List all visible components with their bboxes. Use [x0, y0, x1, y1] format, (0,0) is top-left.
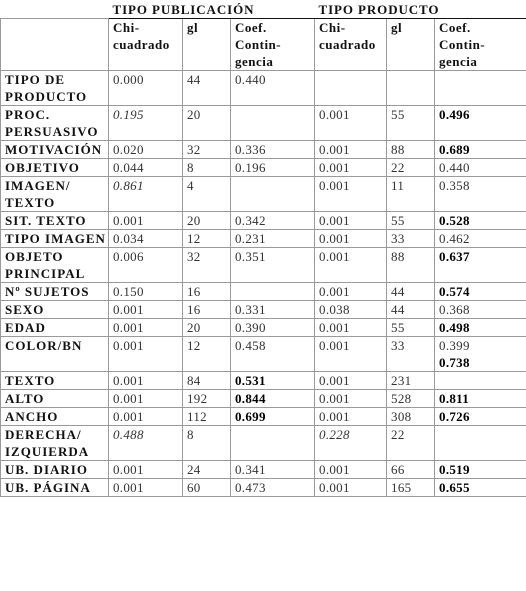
- cell-producto-gl: 528: [387, 389, 435, 407]
- cell-publicacion-gl: 32: [183, 140, 231, 158]
- cell-publicacion-chi: 0.001: [109, 211, 183, 229]
- table-body: [1, 70, 526, 496]
- cell-publicacion-gl: 20: [183, 105, 231, 140]
- row-label: DERECHA/ IZQUIERDA: [1, 425, 109, 460]
- cell-publicacion-coef: [231, 105, 315, 140]
- group-header-tipo-publicacion: TIPO PUBLICACIÓN: [109, 1, 315, 19]
- cell-producto-gl: 308: [387, 407, 435, 425]
- cell-producto-gl: 88: [387, 140, 435, 158]
- cell-producto-coef: 0.574: [435, 282, 526, 300]
- cell-publicacion-coef: 0.844: [231, 389, 315, 407]
- cell-publicacion-gl: 24: [183, 460, 231, 478]
- cell-publicacion-coef: 0.196: [231, 158, 315, 176]
- cell-publicacion-coef: 0.390: [231, 318, 315, 336]
- table-row: [1, 318, 526, 336]
- cell-publicacion-gl: 112: [183, 407, 231, 425]
- cell-producto-coef: [435, 371, 526, 389]
- table-row: [1, 478, 526, 496]
- cell-publicacion-gl: 60: [183, 478, 231, 496]
- cell-producto-gl: 55: [387, 105, 435, 140]
- table-row: [1, 371, 526, 389]
- table-row: [1, 336, 526, 371]
- cell-producto-coef: 0.655: [435, 478, 526, 496]
- cell-producto-chi: 0.001: [315, 211, 387, 229]
- row-label: MOTIVACIÓN: [1, 140, 109, 158]
- cell-publicacion-coef: [231, 176, 315, 211]
- cell-publicacion-chi: 0.150: [109, 282, 183, 300]
- cell-publicacion-coef: [231, 282, 315, 300]
- cell-producto-coef: 0.498: [435, 318, 526, 336]
- cell-producto-chi: 0.001: [315, 371, 387, 389]
- cell-producto-gl: 22: [387, 158, 435, 176]
- cell-producto-gl: 66: [387, 460, 435, 478]
- row-label: UB. PÁGINA: [1, 478, 109, 496]
- cell-producto-chi: 0.228: [315, 425, 387, 460]
- cell-publicacion-gl: 20: [183, 318, 231, 336]
- row-label: SIT. TEXTO: [1, 211, 109, 229]
- cell-publicacion-coef: 0.458: [231, 336, 315, 371]
- table-row: [1, 140, 526, 158]
- cell-producto-gl: 231: [387, 371, 435, 389]
- cell-producto-chi: 0.001: [315, 140, 387, 158]
- cell-publicacion-coef: 0.336: [231, 140, 315, 158]
- cell-publicacion-gl: 16: [183, 300, 231, 318]
- cell-producto-chi: 0.001: [315, 282, 387, 300]
- row-label: OBJETIVO: [1, 158, 109, 176]
- cell-publicacion-chi: 0.195: [109, 105, 183, 140]
- cell-producto-chi: 0.001: [315, 318, 387, 336]
- table-row: [1, 70, 526, 105]
- row-label: TIPO DE PRODUCTO: [1, 70, 109, 105]
- group-header-row: [1, 1, 526, 19]
- cell-producto-chi: 0.001: [315, 460, 387, 478]
- cell-producto-coef: 0.519: [435, 460, 526, 478]
- cell-publicacion-gl: 8: [183, 425, 231, 460]
- row-label: SEXO: [1, 300, 109, 318]
- cell-publicacion-chi: 0.001: [109, 371, 183, 389]
- cell-producto-chi: 0.001: [315, 478, 387, 496]
- cell-producto-gl: 33: [387, 229, 435, 247]
- cell-publicacion-chi: 0.001: [109, 300, 183, 318]
- cell-producto-coef: 0.368: [435, 300, 526, 318]
- cell-publicacion-chi: 0.000: [109, 70, 183, 105]
- cell-producto-coef: 0.689: [435, 140, 526, 158]
- cell-publicacion-coef: 0.331: [231, 300, 315, 318]
- table-row: [1, 211, 526, 229]
- table-row: [1, 247, 526, 282]
- subheader-row: [1, 18, 526, 70]
- cell-producto-gl: 88: [387, 247, 435, 282]
- subheader-publicacion-gl: gl: [183, 18, 231, 70]
- table-row: [1, 176, 526, 211]
- table-row: [1, 229, 526, 247]
- cell-publicacion-coef: 0.231: [231, 229, 315, 247]
- cell-publicacion-coef: 0.342: [231, 211, 315, 229]
- cell-producto-chi: 0.001: [315, 229, 387, 247]
- cell-producto-gl: 55: [387, 211, 435, 229]
- row-label: COLOR/BN: [1, 336, 109, 371]
- cell-producto-chi: 0.001: [315, 389, 387, 407]
- cell-producto-coef: 0.637: [435, 247, 526, 282]
- cell-publicacion-gl: 192: [183, 389, 231, 407]
- cell-publicacion-chi: 0.861: [109, 176, 183, 211]
- row-label: Nº SUJETOS: [1, 282, 109, 300]
- cell-publicacion-coef: 0.531: [231, 371, 315, 389]
- cell-producto-coef: 0.399 0.738: [435, 336, 526, 371]
- cell-producto-chi: 0.001: [315, 176, 387, 211]
- cell-publicacion-chi: 0.020: [109, 140, 183, 158]
- row-label: ALTO: [1, 389, 109, 407]
- cell-producto-gl: 165: [387, 478, 435, 496]
- group-header-tipo-producto: TIPO PRODUCTO: [315, 1, 526, 19]
- cell-publicacion-gl: 32: [183, 247, 231, 282]
- cell-publicacion-gl: 44: [183, 70, 231, 105]
- row-label: TEXTO: [1, 371, 109, 389]
- cell-producto-coef: 0.440: [435, 158, 526, 176]
- subheader-producto-chi-cuadrado: Chi- cuadrado: [315, 18, 387, 70]
- cell-producto-gl: 11: [387, 176, 435, 211]
- subheader-publicacion-coef-contingencia: Coef. Contin- gencia: [231, 18, 315, 70]
- cell-publicacion-chi: 0.001: [109, 407, 183, 425]
- table-row: [1, 105, 526, 140]
- cell-publicacion-gl: 8: [183, 158, 231, 176]
- cell-publicacion-coef: [231, 425, 315, 460]
- cell-publicacion-gl: 4: [183, 176, 231, 211]
- cell-producto-chi: 0.001: [315, 247, 387, 282]
- subheader-empty: [1, 18, 109, 70]
- cell-producto-coef: 0.811: [435, 389, 526, 407]
- row-label: UB. DIARIO: [1, 460, 109, 478]
- cell-publicacion-coef: 0.341: [231, 460, 315, 478]
- cell-producto-coef: 0.528: [435, 211, 526, 229]
- cell-publicacion-gl: 84: [183, 371, 231, 389]
- cell-publicacion-gl: 12: [183, 229, 231, 247]
- cell-publicacion-chi: 0.001: [109, 336, 183, 371]
- cell-producto-coef: [435, 425, 526, 460]
- row-label: PROC. PERSUASIVO: [1, 105, 109, 140]
- cell-publicacion-gl: 20: [183, 211, 231, 229]
- table-row: [1, 460, 526, 478]
- cell-producto-gl: 33: [387, 336, 435, 371]
- table-row: [1, 300, 526, 318]
- table-row: [1, 389, 526, 407]
- cell-producto-chi: 0.001: [315, 158, 387, 176]
- cell-producto-gl: 44: [387, 282, 435, 300]
- row-label: OBJETO PRINCIPAL: [1, 247, 109, 282]
- cell-publicacion-chi: 0.001: [109, 460, 183, 478]
- subheader-producto-coef-contingencia: Coef. Contin- gencia: [435, 18, 526, 70]
- cell-publicacion-chi: 0.006: [109, 247, 183, 282]
- cell-producto-chi: [315, 70, 387, 105]
- cell-producto-gl: 44: [387, 300, 435, 318]
- cell-publicacion-coef: 0.440: [231, 70, 315, 105]
- row-label: TIPO IMAGEN: [1, 229, 109, 247]
- table-row: [1, 407, 526, 425]
- cell-producto-chi: 0.001: [315, 105, 387, 140]
- header-corner: [1, 1, 109, 19]
- cell-publicacion-coef: 0.351: [231, 247, 315, 282]
- cell-publicacion-gl: 12: [183, 336, 231, 371]
- cell-producto-coef: 0.726: [435, 407, 526, 425]
- subheader-producto-gl: gl: [387, 18, 435, 70]
- cell-producto-chi: 0.001: [315, 407, 387, 425]
- cell-producto-coef: [435, 70, 526, 105]
- cell-producto-coef: 0.462: [435, 229, 526, 247]
- table-row: [1, 282, 526, 300]
- cell-publicacion-coef: 0.699: [231, 407, 315, 425]
- cell-publicacion-chi: 0.001: [109, 318, 183, 336]
- cell-producto-coef: 0.358: [435, 176, 526, 211]
- table-row: [1, 158, 526, 176]
- cell-producto-gl: [387, 70, 435, 105]
- cell-producto-gl: 22: [387, 425, 435, 460]
- cell-publicacion-chi: 0.001: [109, 478, 183, 496]
- row-label: EDAD: [1, 318, 109, 336]
- cell-producto-coef: 0.496: [435, 105, 526, 140]
- cell-publicacion-chi: 0.001: [109, 389, 183, 407]
- cell-producto-chi: 0.001: [315, 336, 387, 371]
- cell-publicacion-coef: 0.473: [231, 478, 315, 496]
- cell-secondary-value: 0.738: [439, 354, 470, 370]
- row-label: IMAGEN/ TEXTO: [1, 176, 109, 211]
- cell-publicacion-chi: 0.044: [109, 158, 183, 176]
- row-label: ANCHO: [1, 407, 109, 425]
- cell-publicacion-chi: 0.488: [109, 425, 183, 460]
- cell-publicacion-chi: 0.034: [109, 229, 183, 247]
- table-row: [1, 425, 526, 460]
- cell-producto-gl: 55: [387, 318, 435, 336]
- cell-producto-chi: 0.038: [315, 300, 387, 318]
- cell-publicacion-gl: 16: [183, 282, 231, 300]
- subheader-publicacion-chi-cuadrado: Chi- cuadrado: [109, 18, 183, 70]
